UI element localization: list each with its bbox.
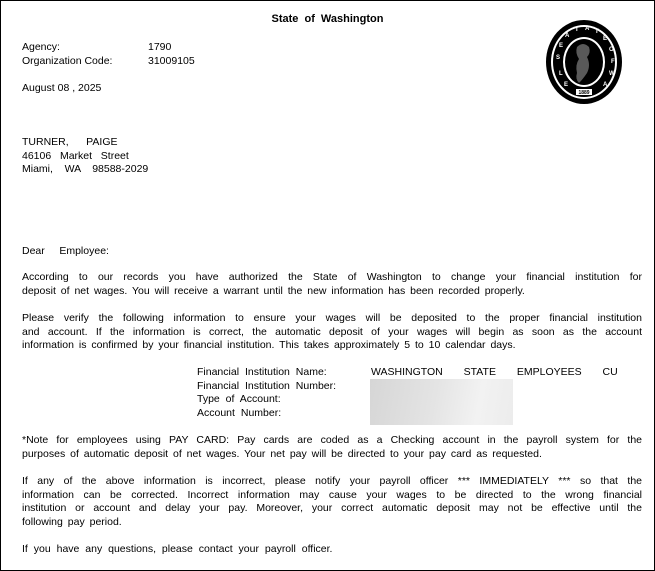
svg-text:W: W — [609, 71, 615, 77]
svg-text:T: T — [595, 29, 599, 35]
svg-text:E: E — [559, 43, 564, 49]
svg-text:A: A — [585, 26, 590, 32]
svg-text:S: S — [556, 55, 561, 61]
paragraph-verify: Please verify the following information to ensure your wages will be deposited to the proper financial institution and account. If the information is correct, the automatic deposit of your wages will begin as soon as the account information is confirmed by your financial institution. This takes approximately 5 to 10 calendar days. — [22, 312, 642, 351]
closing-line: If you have any questions, please contact your payroll officer. — [22, 543, 333, 555]
org-code-label: Organization Code: — [22, 55, 113, 67]
letter-date: August 08 , 2025 — [22, 82, 102, 94]
paragraph-incorrect-info: If any of the above information is incorrect, please notify your payroll officer *** IMMEDIATELY *** so that the information can be corrected. Incorrect information may cause your wages to be directed to the wrong financial institution or account and delay your pay. Moreover, your correct automatic deposit may not be effective until the following pay period. — [22, 475, 642, 528]
svg-text:1889: 1889 — [578, 90, 590, 96]
paragraph-pay-card-note: *Note for employees using PAY CARD: Pay cards are coded as a Checking account in the payroll system for the purposes of automatic deposit of net wages. Your net pay will be directed to your pay card as requested. — [22, 434, 642, 460]
fi-number-label: Financial Institution Number: — [197, 379, 337, 392]
account-number-label: Account Number: — [197, 406, 282, 419]
svg-text:T: T — [575, 27, 579, 33]
svg-text:E: E — [564, 82, 569, 88]
fi-name-row — [197, 366, 618, 380]
svg-text:O: O — [609, 47, 614, 53]
agency-row — [22, 41, 171, 53]
svg-text:F: F — [611, 59, 615, 65]
salutation: Dear Employee: — [22, 245, 109, 257]
fi-name-label: Financial Institution Name: — [197, 366, 327, 378]
redacted-account-details — [370, 379, 513, 425]
svg-text:A: A — [603, 82, 608, 88]
state-seal-icon — [545, 19, 623, 105]
svg-text:E: E — [603, 36, 608, 42]
org-code-value: 31009105 — [148, 55, 195, 67]
page-title: State of Washington — [271, 13, 384, 25]
paragraph-authorization: According to our records you have authorized the State of Washington to change your financial institution for deposit of net wages. You will receive a warrant until the new information has been recorded properly. — [22, 271, 642, 297]
svg-text:L: L — [559, 71, 563, 77]
agency-label: Agency: — [22, 41, 60, 53]
account-type-label: Type of Account: — [197, 393, 281, 405]
agency-value: 1790 — [148, 41, 172, 53]
recipient-city-state-zip: Miami, WA 98588-2029 — [22, 163, 149, 175]
svg-text:A: A — [565, 33, 570, 39]
fi-name-value: WASHINGTON STATE EMPLOYEES CU — [371, 366, 618, 378]
org-code-row — [22, 55, 195, 67]
recipient-street: 46106 Market Street — [22, 150, 129, 162]
recipient-name: TURNER, PAIGE — [22, 136, 118, 148]
